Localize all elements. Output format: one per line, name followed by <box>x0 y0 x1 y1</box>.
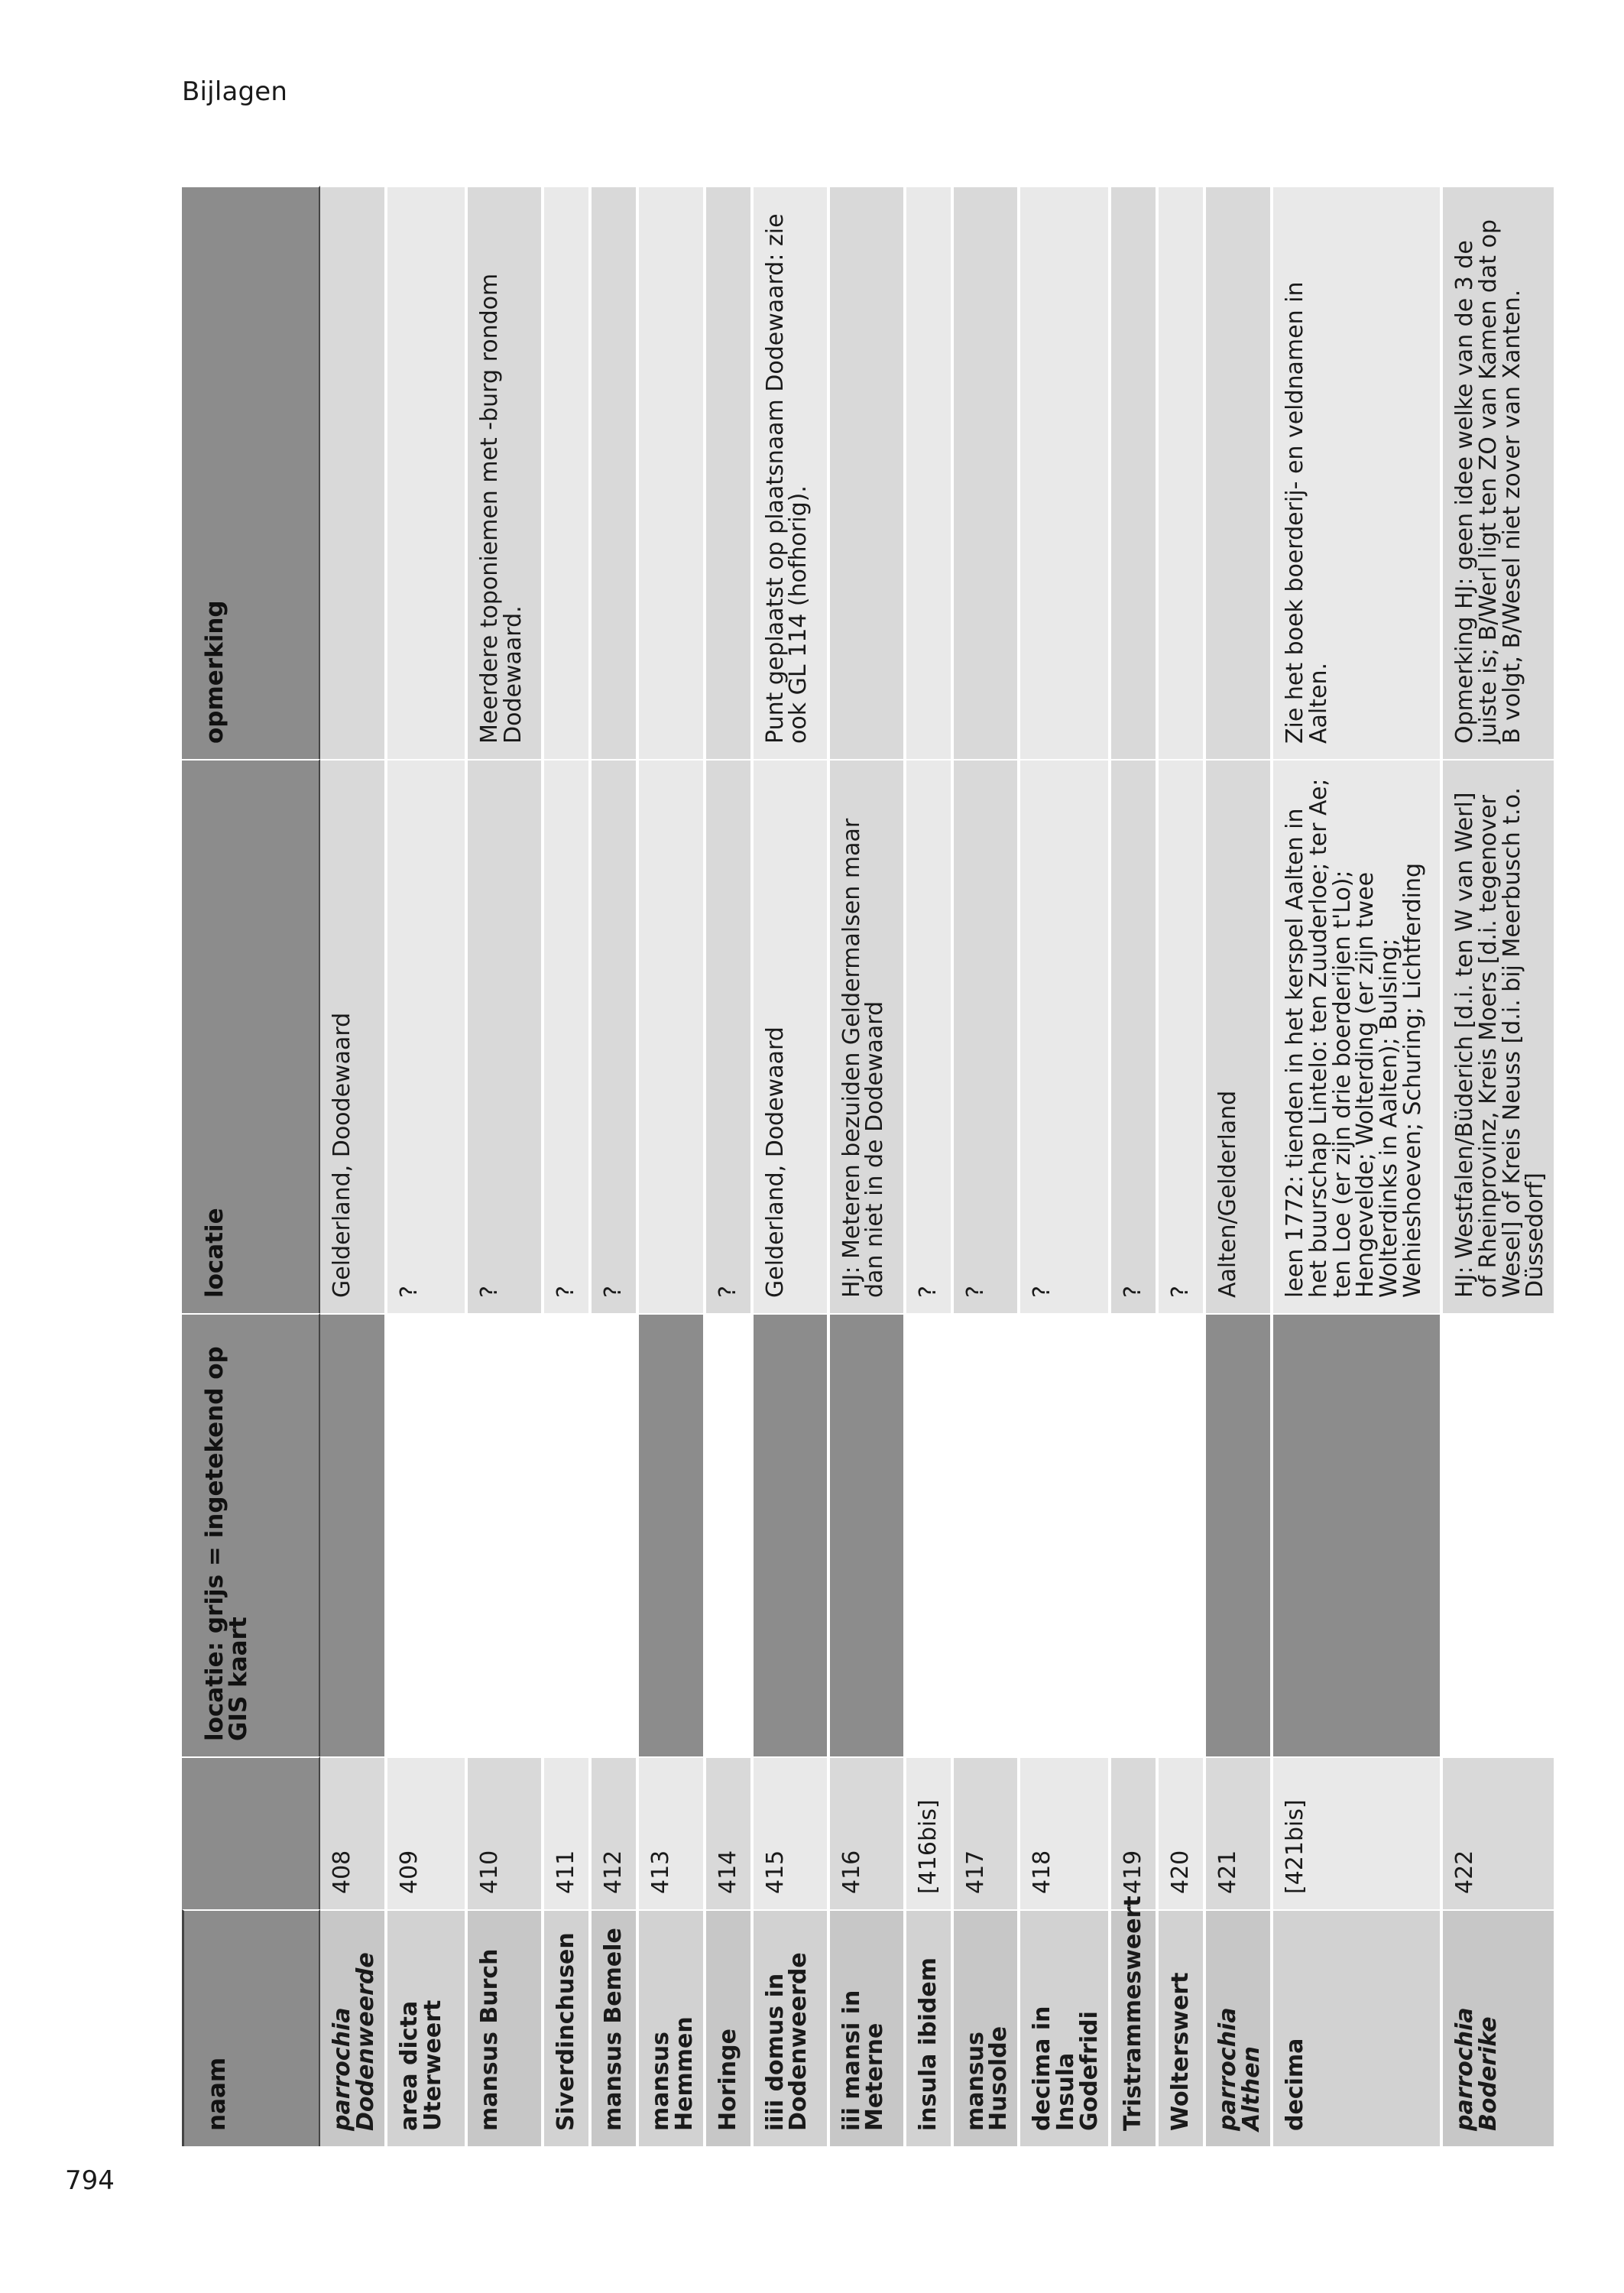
cell-naam: Horinge <box>706 1909 754 2146</box>
cell-opmerking <box>906 186 954 759</box>
page-number: 794 <box>65 2165 115 2196</box>
cell-opmerking <box>706 186 754 759</box>
cell-opmerking <box>639 186 706 759</box>
cell-number: 412 <box>592 1756 639 1909</box>
table-row <box>468 186 544 2146</box>
column-header-naam: naam <box>182 1909 320 2146</box>
cell-naam: area dicta Uterweert <box>387 1909 468 2146</box>
cell-gis-indicator <box>544 1313 592 1756</box>
cell-gis-indicator <box>387 1313 468 1756</box>
cell-gis-indicator <box>1273 1313 1443 1756</box>
cell-naam: decima <box>1273 1909 1443 2146</box>
cell-opmerking <box>1206 186 1273 759</box>
table-row <box>1443 186 1558 2146</box>
table-row <box>387 186 468 2146</box>
table-row <box>1111 186 1159 2146</box>
cell-naam: Wolterswert <box>1159 1909 1206 2146</box>
table-row <box>954 186 1021 2146</box>
cell-gis-indicator <box>592 1313 639 1756</box>
cell-locatie: HJ: Westfalen/Büderich [d.i. ten W van Werl] of Rheinprovinz, Kreis Moers [d.i. tegenover Wesel] of Kreis Neuss [d.i. bij Meerbusch t.o. Düssedorf] <box>1443 759 1558 1313</box>
cell-number: 411 <box>544 1756 592 1909</box>
cell-gis-indicator <box>1159 1313 1206 1756</box>
cell-gis-indicator <box>706 1313 754 1756</box>
cell-number: 414 <box>706 1756 754 1909</box>
cell-opmerking: Zie het boek boerderij- en veldnamen in Aalten. <box>1273 186 1443 759</box>
cell-number: 417 <box>954 1756 1021 1909</box>
cell-naam: parrochia Dodenweerde <box>320 1909 387 2146</box>
cell-locatie: ? <box>954 759 1021 1313</box>
cell-locatie: ? <box>1111 759 1159 1313</box>
cell-naam: iiii domus in Dodenweerde <box>754 1909 830 2146</box>
cell-gis-indicator <box>1020 1313 1111 1756</box>
cell-gis-indicator <box>1206 1313 1273 1756</box>
cell-number: 409 <box>387 1756 468 1909</box>
cell-opmerking: Meerdere toponiemen met -burg rondom Dodewaard. <box>468 186 544 759</box>
cell-number: 420 <box>1159 1756 1206 1909</box>
cell-gis-indicator <box>320 1313 387 1756</box>
cell-locatie: ? <box>706 759 754 1313</box>
column-header-gis: locatie: grijs = ingetekend op GIS kaart <box>182 1313 320 1756</box>
cell-locatie <box>639 759 706 1313</box>
cell-naam: Siverdinchusen <box>544 1909 592 2146</box>
cell-number: 419 <box>1111 1756 1159 1909</box>
cell-naam: iii mansi in Meterne <box>830 1909 906 2146</box>
column-header-locatie: locatie <box>182 759 320 1313</box>
cell-locatie: HJ: Meteren bezuiden Geldermalsen maar dan niet in de Dodewaard <box>830 759 906 1313</box>
column-header-number <box>182 1756 320 1909</box>
table-row <box>1159 186 1206 2146</box>
cell-naam: parrochia Althen <box>1206 1909 1273 2146</box>
page-header-label: Bijlagen <box>182 76 288 107</box>
table-row <box>906 186 954 2146</box>
cell-naam: decima in Insula Godefridi <box>1020 1909 1111 2146</box>
cell-gis-indicator <box>1443 1313 1558 1756</box>
cell-naam: parrochia Boderike <box>1443 1909 1558 2146</box>
cell-opmerking <box>320 186 387 759</box>
cell-naam: mansus Burch <box>468 1909 544 2146</box>
cell-number: 410 <box>468 1756 544 1909</box>
cell-number: 415 <box>754 1756 830 1909</box>
cell-locatie: ? <box>592 759 639 1313</box>
cell-locatie: leen 1772: tienden in het kerspel Aalten in het buurschap Lintelo: ten Zuuderloe; ter Ae; ten Loe (er zijn drie boerderijen t'Lo); Hengevelde; Wolterding (er zijn twee Wolterdinks in Aalten); Bulsing; Wehieshoeven; Schuring; Lichtferding <box>1273 759 1443 1313</box>
cell-naam: mansus Husolde <box>954 1909 1021 2146</box>
cell-opmerking <box>544 186 592 759</box>
cell-number: 413 <box>639 1756 706 1909</box>
cell-locatie: ? <box>468 759 544 1313</box>
cell-number: 421 <box>1206 1756 1273 1909</box>
cell-gis-indicator <box>954 1313 1021 1756</box>
cell-locatie: Gelderland, Doodewaard <box>320 759 387 1313</box>
table-row <box>830 186 906 2146</box>
cell-opmerking: Punt geplaatst op plaatsnaam Dodewaard: zie ook GL 114 (hofhorig). <box>754 186 830 759</box>
cell-gis-indicator <box>468 1313 544 1756</box>
cell-locatie: ? <box>1159 759 1206 1313</box>
cell-naam: insula ibidem <box>906 1909 954 2146</box>
cell-number: 418 <box>1020 1756 1111 1909</box>
cell-opmerking <box>1111 186 1159 759</box>
cell-naam: Tristrammesweert <box>1111 1909 1159 2146</box>
cell-locatie: ? <box>906 759 954 1313</box>
table-row <box>754 186 830 2146</box>
cell-gis-indicator <box>754 1313 830 1756</box>
cell-opmerking: Opmerking HJ: geen idee welke van de 3 de juiste is; B/Werl ligt ten ZO van Kamen dat op B volgt, B/Wesel niet zover van Xanten. <box>1443 186 1558 759</box>
cell-gis-indicator <box>639 1313 706 1756</box>
cell-number: 422 <box>1443 1756 1558 1909</box>
cell-gis-indicator <box>830 1313 906 1756</box>
table-row <box>544 186 592 2146</box>
cell-number: [421bis] <box>1273 1756 1443 1909</box>
table-row <box>592 186 639 2146</box>
cell-locatie: Gelderland, Dodewaard <box>754 759 830 1313</box>
cell-number: 408 <box>320 1756 387 1909</box>
cell-opmerking <box>387 186 468 759</box>
column-header-opmerking: opmerking <box>182 186 320 759</box>
cell-locatie: ? <box>387 759 468 1313</box>
table-row <box>706 186 754 2146</box>
table-header-row <box>182 186 320 2146</box>
cell-naam: mansus Bemele <box>592 1909 639 2146</box>
table-row <box>639 186 706 2146</box>
table-row <box>1273 186 1443 2146</box>
cell-number: 416 <box>830 1756 906 1909</box>
cell-gis-indicator <box>1111 1313 1159 1756</box>
rotated-table-container <box>182 186 1549 2146</box>
cell-opmerking <box>954 186 1021 759</box>
table-row <box>1020 186 1111 2146</box>
cell-number: [416bis] <box>906 1756 954 1909</box>
cell-locatie: ? <box>544 759 592 1313</box>
cell-locatie: Aalten/Gelderland <box>1206 759 1273 1313</box>
cell-locatie: ? <box>1020 759 1111 1313</box>
register-table <box>182 186 1557 2146</box>
cell-opmerking <box>830 186 906 759</box>
table-row <box>1206 186 1273 2146</box>
table-body <box>320 186 1557 2146</box>
cell-opmerking <box>1159 186 1206 759</box>
cell-naam: mansus Hemmen <box>639 1909 706 2146</box>
cell-opmerking <box>1020 186 1111 759</box>
cell-gis-indicator <box>906 1313 954 1756</box>
cell-opmerking <box>592 186 639 759</box>
table-row <box>320 186 387 2146</box>
